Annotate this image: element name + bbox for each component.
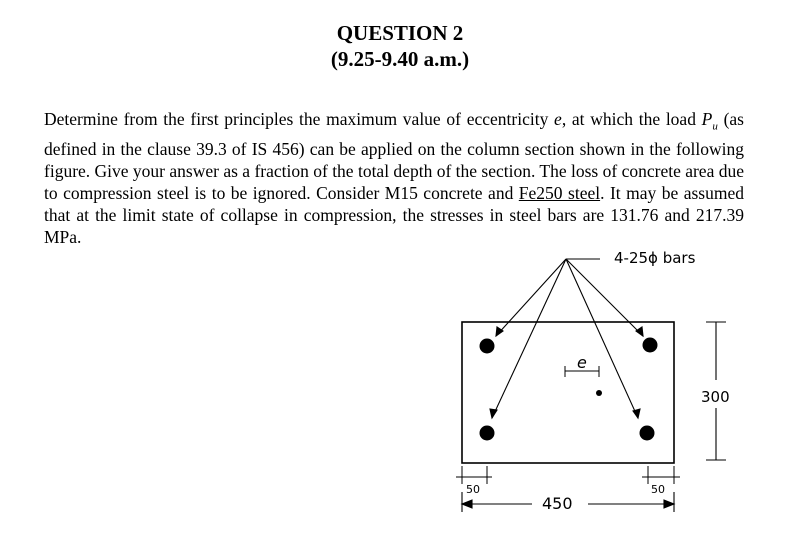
- para-text-3: (as defined in the clause 39.3 of IS 456) can be applied on the column section shown in the following figure. Give your answer as a fraction of the total depth of the section. The loss of concrete area due to compression steel is to be ignored. Consider M15 concrete and: [44, 109, 744, 203]
- bar-top-right: [643, 338, 658, 353]
- para-text-4: . It may be assumed that at the limit state of collapse in compression, the stresses in steel bars are 131.76 and 217.39 MPa.: [44, 182, 744, 247]
- load-subscript: u: [712, 120, 718, 133]
- cover-left-label: 50: [466, 483, 480, 496]
- load-symbol: P: [701, 109, 713, 129]
- question-heading: QUESTION 2: [336, 21, 464, 45]
- cover-right-label: 50: [651, 483, 665, 496]
- bar-leader-lines: [490, 259, 643, 418]
- para-text-2: , at which the load: [561, 109, 702, 129]
- eccentricity-label: e: [577, 353, 587, 372]
- cover-dimension-left: [456, 466, 492, 484]
- eccentricity-symbol: e: [554, 109, 562, 129]
- load-point: [596, 390, 602, 396]
- para-text-1: Determine from the first principles the maximum value of eccentricity: [44, 109, 555, 129]
- question-time: (9.25-9.40 a.m.): [330, 47, 470, 71]
- bar-top-left: [480, 339, 495, 354]
- bars-label: 4-25ϕ bars: [614, 249, 696, 267]
- bar-bottom-right: [640, 426, 655, 441]
- cover-dimension-right: [642, 466, 680, 484]
- steel-grade-link: Fe250 steel: [518, 182, 601, 203]
- depth-label: 300: [701, 388, 730, 406]
- bar-bottom-left: [480, 426, 495, 441]
- width-label: 450: [542, 494, 573, 513]
